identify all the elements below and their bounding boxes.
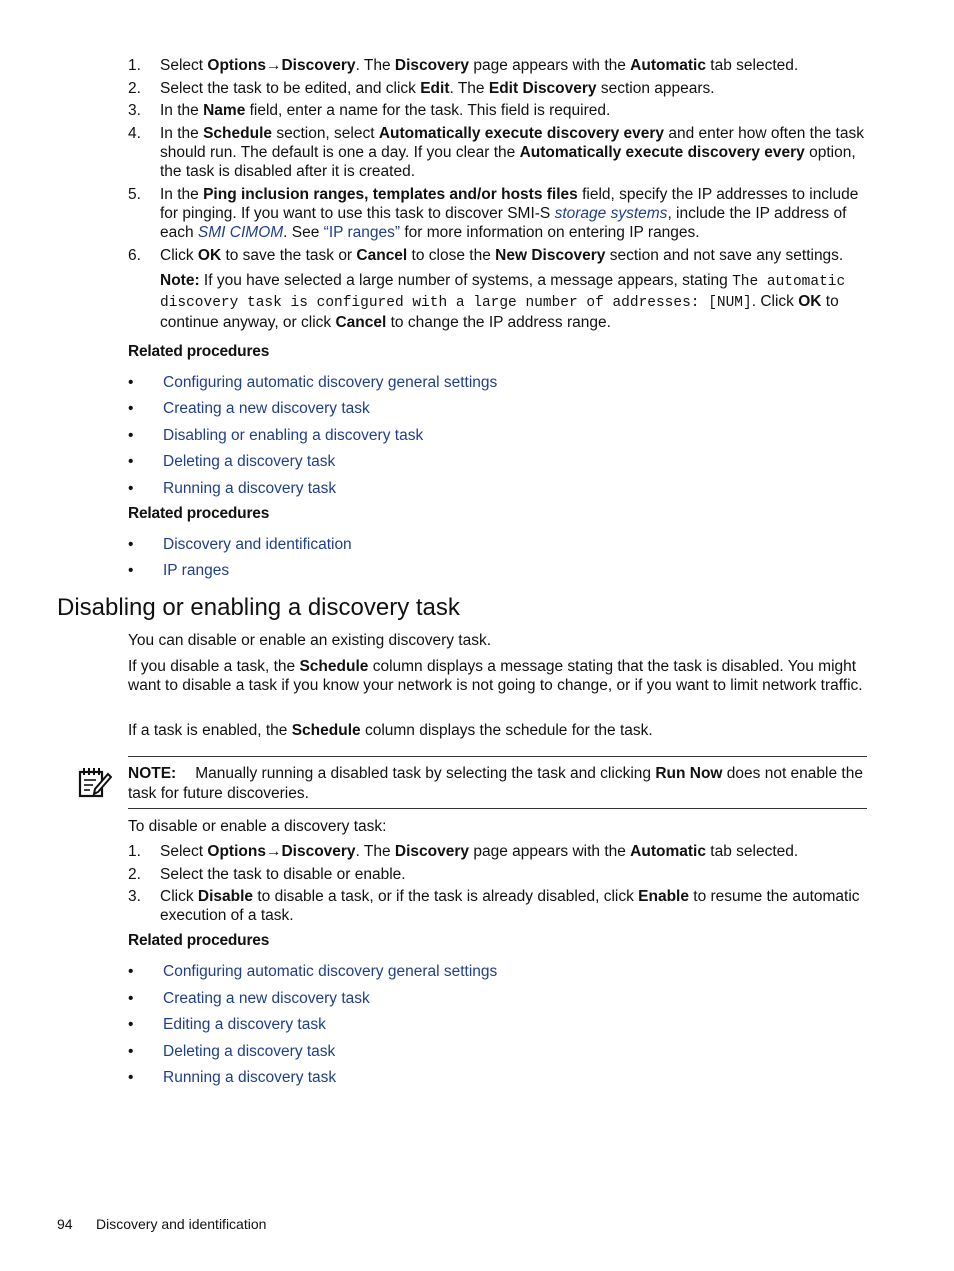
- bullet-icon: •: [128, 963, 134, 980]
- text-run: In the: [160, 186, 204, 203]
- related-procedures-heading: Related procedures: [128, 343, 270, 360]
- text-run: to change the IP address range.: [386, 314, 611, 331]
- text-run: field, enter a name for the task. This field is required.: [245, 102, 611, 119]
- related-link[interactable]: Creating a new discovery task: [163, 990, 370, 1007]
- text-run: . The: [355, 57, 395, 74]
- step-text: [160, 101, 868, 120]
- paragraph: [128, 817, 868, 836]
- text-run: , include the IP address of each: [160, 205, 847, 241]
- text-run: Click: [160, 888, 198, 905]
- text-run: to close the: [407, 247, 496, 264]
- related-procedures-heading: Related procedures: [128, 505, 270, 522]
- text-run: tab selected.: [705, 57, 799, 74]
- text-run: . The: [355, 843, 395, 860]
- text-run: →: [265, 57, 282, 74]
- step-text: [160, 79, 868, 98]
- step-text: [160, 842, 868, 861]
- bold-text: Discovery: [281, 57, 356, 74]
- step-number: 1.: [128, 57, 141, 74]
- related-link[interactable]: Editing a discovery task: [163, 1016, 326, 1033]
- bullet-icon: •: [128, 427, 134, 444]
- inline-link[interactable]: SMI CIMOM: [197, 224, 284, 241]
- bold-text: Name: [203, 102, 246, 119]
- text-run: Manually running a disabled task by selecting the task and clicking: [195, 765, 656, 782]
- text-run: for more information on entering IP ranges.: [400, 224, 700, 241]
- related-link[interactable]: Disabling or enabling a discovery task: [163, 427, 424, 444]
- bullet-icon: •: [128, 1069, 134, 1086]
- step-number: 4.: [128, 125, 141, 142]
- step-text: [160, 246, 868, 265]
- text-run: option, the task is disabled after it is created.: [160, 144, 856, 180]
- text-run: to disable a task, or if the task is already disabled, click: [253, 888, 639, 905]
- note-top-rule: [128, 756, 867, 757]
- related-link[interactable]: Configuring automatic discovery general settings: [163, 374, 498, 391]
- note-bottom-rule: [128, 808, 867, 809]
- bold-text: OK: [798, 293, 822, 310]
- bold-text: Disable: [197, 888, 254, 905]
- paragraph: [128, 657, 868, 695]
- step-number: 5.: [128, 186, 141, 203]
- bold-text: Discovery: [281, 843, 356, 860]
- bold-text: Options: [207, 843, 266, 860]
- paragraph: [128, 631, 868, 650]
- text-run: →: [265, 843, 282, 860]
- text-run: page appears with the: [469, 57, 631, 74]
- text-run: In the: [160, 125, 204, 142]
- bold-text: Cancel: [356, 247, 408, 264]
- text-run: Select the task to be edited, and click: [160, 80, 421, 97]
- bold-text: Note:: [160, 272, 200, 289]
- bold-text: Schedule: [291, 722, 361, 739]
- related-link[interactable]: Creating a new discovery task: [163, 400, 370, 417]
- inline-link[interactable]: “IP ranges”: [323, 224, 401, 241]
- step-number: 3.: [128, 102, 141, 119]
- bold-text: New Discovery: [495, 247, 606, 264]
- bold-text: Schedule: [203, 125, 273, 142]
- text-run: . Click: [751, 293, 799, 310]
- bullet-icon: •: [128, 1043, 134, 1060]
- bullet-icon: •: [128, 453, 134, 470]
- bold-text: Ping inclusion ranges, templates and/or hosts files: [203, 186, 578, 203]
- bold-text: Discovery: [394, 843, 470, 860]
- step-text: [160, 56, 868, 75]
- related-link[interactable]: Configuring automatic discovery general settings: [163, 963, 498, 980]
- step-number: 6.: [128, 247, 141, 264]
- bullet-icon: •: [128, 1016, 134, 1033]
- bold-text: Discovery: [394, 57, 470, 74]
- section-title: Disabling or enabling a discovery task: [57, 594, 460, 621]
- text-run: You can disable or enable an existing discovery task.: [128, 632, 492, 649]
- text-run: section appears.: [596, 80, 715, 97]
- bullet-icon: •: [128, 990, 134, 1007]
- bold-text: Automatic: [630, 843, 706, 860]
- bold-text: Cancel: [335, 314, 387, 331]
- bullet-icon: •: [128, 480, 134, 497]
- text-run: Click: [160, 247, 198, 264]
- note-pencil-icon: [78, 766, 112, 800]
- bold-text: Automatic: [630, 57, 706, 74]
- bold-text: Enable: [638, 888, 689, 905]
- related-link[interactable]: Running a discovery task: [163, 1069, 337, 1086]
- bold-text: Edit: [420, 80, 450, 97]
- text-run: field, specify the IP addresses to include for pinging. If you want to use this task to discover SMI-S: [160, 186, 859, 222]
- bullet-icon: •: [128, 536, 134, 553]
- bold-text: Options: [207, 57, 266, 74]
- note-text: [128, 765, 863, 802]
- related-link[interactable]: Running a discovery task: [163, 480, 337, 497]
- text-run: and enter how often the task should run. The default is one a day. If you clear the: [160, 125, 864, 161]
- text-run: . The: [449, 80, 489, 97]
- step-note: [160, 271, 868, 333]
- related-link[interactable]: Deleting a discovery task: [163, 1043, 336, 1060]
- bold-text: OK: [197, 247, 222, 264]
- step-text: [160, 887, 868, 925]
- code-text: The automatic discovery task is configured with a large number of addresses: [NUM]: [160, 274, 846, 311]
- bold-text: Edit Discovery: [488, 80, 597, 97]
- note-box: [128, 764, 868, 804]
- related-link[interactable]: IP ranges: [163, 562, 230, 579]
- text-run: to continue anyway, or click: [160, 293, 839, 331]
- page-number: 94: [57, 1216, 73, 1232]
- text-run: column displays a message stating that the task is disabled. You might want to disable a task if you know your network is not going to change, or if you want to limit network traffic.: [128, 658, 863, 694]
- text-run: page appears with the: [469, 843, 631, 860]
- text-run: to save the task or: [221, 247, 357, 264]
- step-text: [160, 865, 868, 884]
- bold-text: Automatically execute discovery every: [519, 144, 805, 161]
- text-run: Select: [160, 843, 208, 860]
- step-number: 3.: [128, 888, 141, 905]
- related-link[interactable]: Discovery and identification: [163, 536, 352, 553]
- text-run: does not enable the task for future discoveries.: [128, 765, 863, 802]
- related-procedures-heading: Related procedures: [128, 932, 270, 949]
- text-run: Select the task to disable or enable.: [160, 866, 406, 883]
- text-run: section, select: [272, 125, 379, 142]
- text-run: . See: [283, 224, 324, 241]
- step-text: [160, 124, 868, 181]
- step-number: 2.: [128, 866, 141, 883]
- bold-text: Run Now: [655, 765, 723, 782]
- text-run: section and not save any settings.: [605, 247, 844, 264]
- bullet-icon: •: [128, 562, 134, 579]
- bold-text: Schedule: [299, 658, 369, 675]
- bullet-icon: •: [128, 374, 134, 391]
- related-link[interactable]: Deleting a discovery task: [163, 453, 336, 470]
- text-run: In the: [160, 102, 204, 119]
- text-run: If you have selected a large number of systems, a message appears, stating: [199, 272, 733, 289]
- paragraph: [128, 721, 868, 740]
- footer-section: Discovery and identification: [96, 1216, 267, 1232]
- bold-text: Automatically execute discovery every: [378, 125, 665, 142]
- text-run: To disable or enable a discovery task:: [128, 818, 387, 835]
- text-run: tab selected.: [705, 843, 799, 860]
- text-run: If you disable a task, the: [128, 658, 300, 675]
- note-label: NOTE:: [128, 765, 177, 782]
- step-number: 1.: [128, 843, 141, 860]
- bullet-icon: •: [128, 400, 134, 417]
- text-run: Select: [160, 57, 208, 74]
- inline-link[interactable]: storage systems: [554, 205, 668, 222]
- text-run: column displays the schedule for the task.: [360, 722, 653, 739]
- step-number: 2.: [128, 80, 141, 97]
- text-run: to resume the automatic execution of a task.: [160, 888, 860, 924]
- text-run: If a task is enabled, the: [128, 722, 292, 739]
- step-text: [160, 185, 868, 242]
